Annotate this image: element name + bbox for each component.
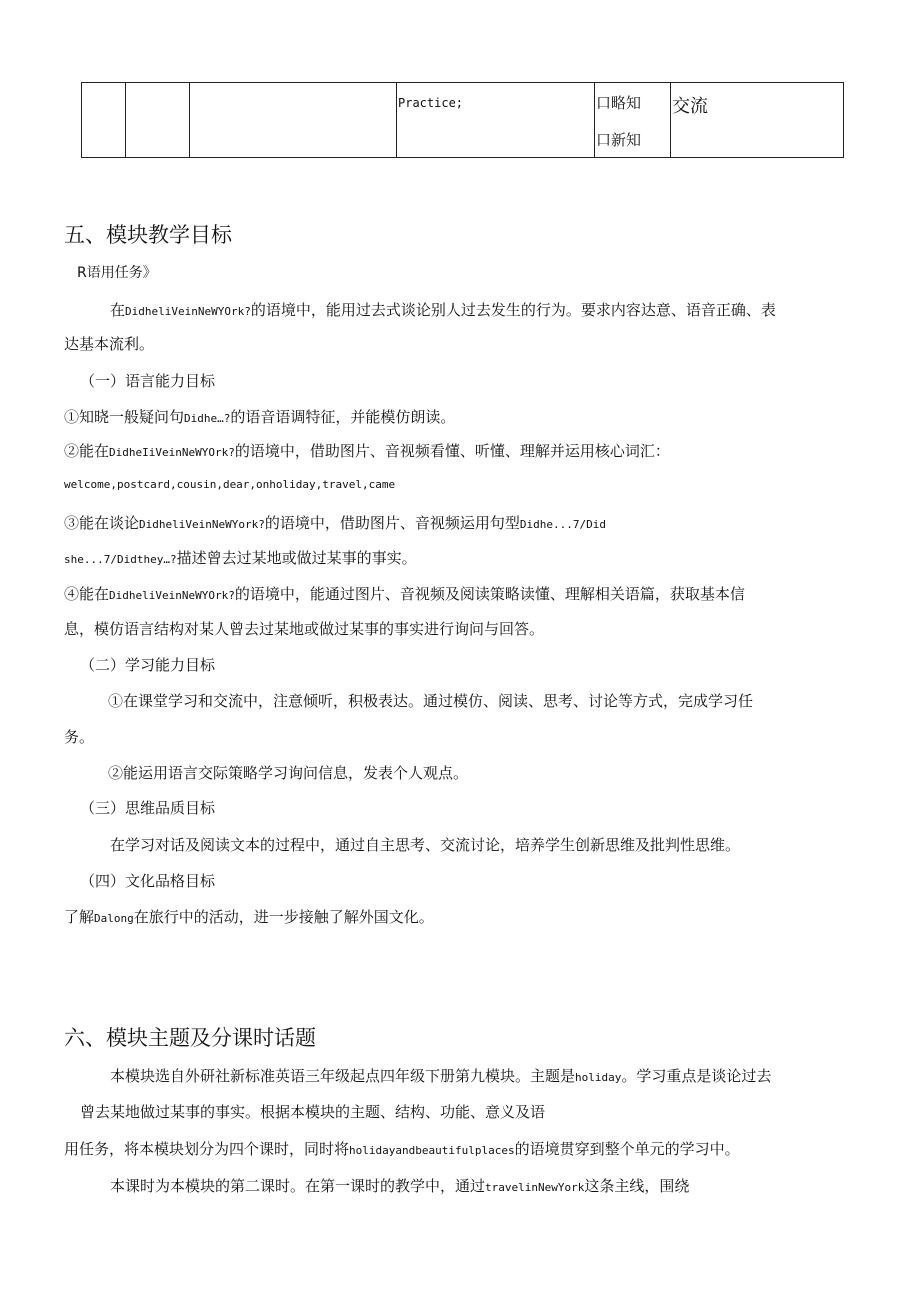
lesson-paragraph [110, 1175, 689, 1196]
module-text: 用任务，将本模块划分为四个课时，同时将 [64, 1140, 350, 1158]
module-paragraph-line2: 曾去某地做过某事的事实。根据本模块的主题、结构、功能、意义及语 [80, 1103, 546, 1121]
lang1-term: Didhe…? [184, 412, 231, 425]
study-item-1-line2: 务。 [64, 728, 95, 746]
task-text: 的语境中，能用过去式谈论别人过去发生的行为。要求内容达意、语音正确、表 [250, 301, 776, 319]
module-paragraph [110, 1065, 771, 1086]
task-text: 在 [110, 301, 126, 319]
module-text: 的语境贯穿到整个单元的学习中。 [514, 1140, 740, 1158]
lang2-text: ②能在 [64, 442, 110, 460]
lang1-text: 的语音语调特征，并能模仿朗读。 [230, 408, 456, 426]
think-heading: （三）思维品质目标 [80, 799, 216, 817]
table-cell-empty [82, 83, 126, 158]
culture-term: Dalong [94, 912, 134, 925]
culture-heading: （四）文化品格目标 [80, 872, 216, 890]
lang4-text: ④能在 [64, 585, 110, 603]
section6-heading: 六、模块主题及分课时话题 [64, 1026, 316, 1050]
culture-text: 在旅行中的活动，进一步接触了解外国文化。 [133, 908, 434, 926]
task-line2: 达基本流利。 [64, 335, 155, 353]
lang-item-4-line2: 息，模仿语言结构对某人曾去过某地或做过某事的事实进行询问与回答。 [64, 620, 545, 638]
table-cell-empty [126, 83, 190, 158]
lang-item-1 [64, 406, 455, 427]
task-paragraph [110, 299, 776, 320]
lang3-term: Didhe...7/Did [519, 518, 606, 531]
lang2-text: 的语境中，借助图片、音视频看懂、听懂、理解并运用核心词汇： [234, 442, 670, 460]
study-heading: （二）学习能力目标 [80, 656, 216, 674]
section5-subtitle: R语用任务》 [77, 265, 157, 281]
exchange-text: 交流 [672, 96, 708, 117]
lang-item-2 [64, 440, 670, 461]
table-cell-knowledge [595, 83, 671, 158]
lesson-text: 这条主线，围绕 [584, 1177, 690, 1195]
module-term: holidayandbeautifulplaces [349, 1144, 515, 1157]
think-item-1: 在学习对话及阅读文本的过程中，通过自主思考、交流讨论，培养学生创新思维及批判性思维。 [110, 836, 741, 854]
module-text: 本模块选自外研社新标准英语三年级起点四年级下册第九模块。主题是 [110, 1067, 576, 1085]
lang4-text: 的语境中，能通过图片、音视频及阅读策略读懂、理解相关语篇，获取基本信 [234, 585, 745, 603]
study-item-1: ①在课堂学习和交流中，注意倾听，积极表达。通过模仿、阅读、思考、讨论等方式，完成学习任 [108, 692, 754, 710]
lang4-term: DidheliVeinNeWYOrk? [109, 589, 235, 602]
lang3-text: 的语境中，借助图片、音视频运用句型 [264, 514, 520, 532]
section5-heading: 五、模块教学目标 [64, 223, 232, 247]
module-term: holiday [575, 1071, 622, 1084]
lang-item-4 [64, 583, 745, 604]
activity-text: Practice; [398, 96, 464, 110]
lang2-term: DidheIiVeinNeWYOrk? [109, 446, 235, 459]
lang3-term: DidheliVeinNeWYork? [139, 518, 265, 531]
table-cell-exchange [671, 83, 844, 158]
lang-item-3-line2 [64, 547, 417, 568]
culture-item [64, 906, 434, 927]
study-item-2: ②能运用语言交际策略学习询问信息，发表个人观点。 [108, 764, 469, 782]
module-paragraph-line3 [64, 1138, 740, 1159]
lang3-term: she...7/Didthey…? [64, 553, 177, 566]
table-cell-activity [397, 83, 595, 158]
lesson-text: 本课时为本模块的第二课时。在第一课时的教学中，通过 [110, 1177, 486, 1195]
lesson-plan-table [81, 82, 844, 158]
table-cell-empty [190, 83, 397, 158]
table-row [82, 83, 844, 158]
lang3-text: 描述曾去过某地或做过某事的事实。 [176, 549, 417, 567]
knowledge-option-new: 口新知 [596, 131, 642, 149]
knowledge-option-known: 口略知 [596, 94, 642, 112]
lang2-vocab: welcome,postcard,cousin,dear,onholiday,travel,came [64, 478, 396, 491]
lang1-text: ①知晓一般疑问句 [64, 408, 185, 426]
lang-item-3 [64, 512, 606, 533]
lang3-text: ③能在谈论 [64, 514, 140, 532]
lang-heading: （一）语言能力目标 [80, 372, 216, 390]
module-text: 。学习重点是谈论过去 [621, 1067, 772, 1085]
culture-text: 了解 [64, 908, 95, 926]
lesson-term: travelinNewYork [485, 1181, 585, 1194]
task-term: DidheliVeinNeWYOrk? [125, 305, 251, 318]
